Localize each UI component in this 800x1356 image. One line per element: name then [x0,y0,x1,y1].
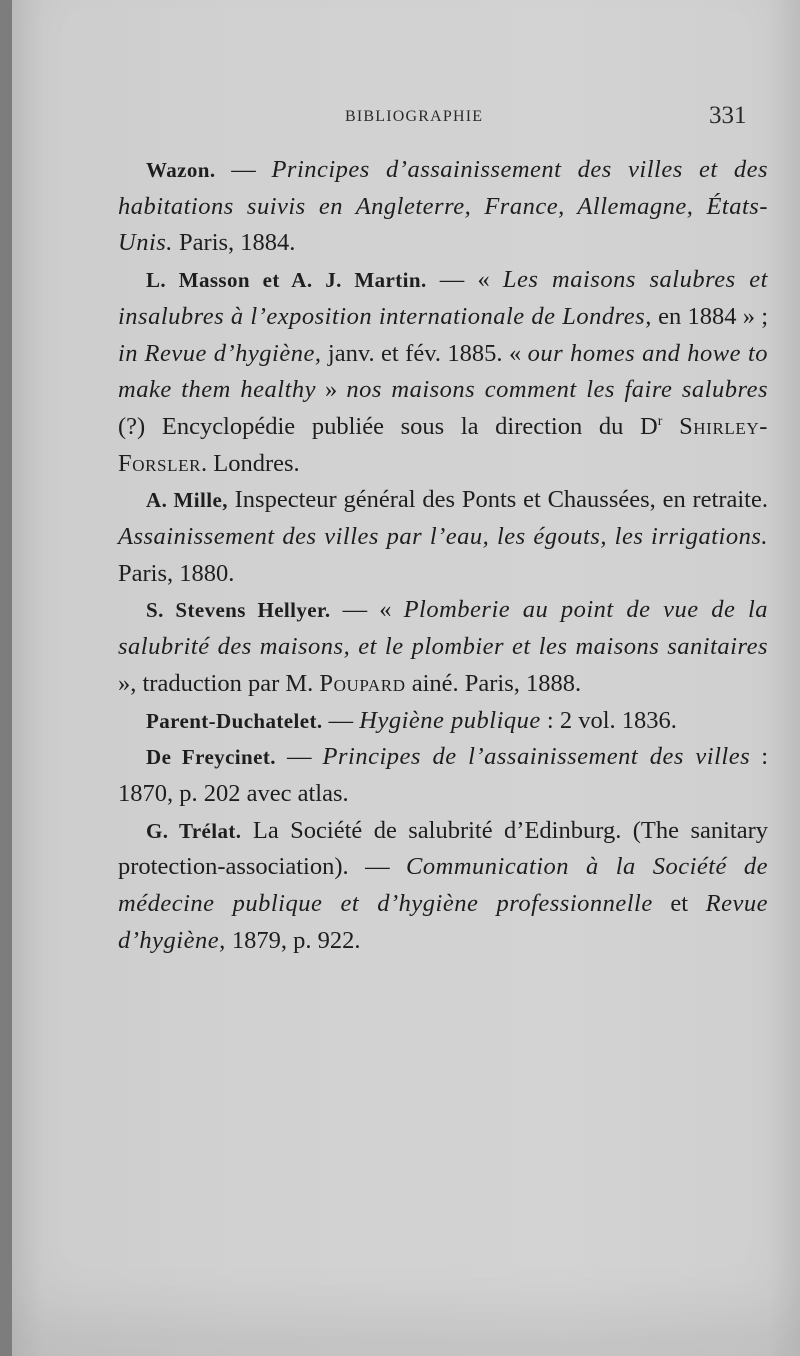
entry-text: en 1884 » ; [651,302,769,330]
entry-french-title: nos maisons comment les faire salubres [346,376,769,404]
bibliography-list [118,152,768,959]
entry-text: et [652,890,706,918]
entry-author: S. Stevens Hellyer. [146,598,331,623]
entry-separator: — « [426,266,503,294]
entry-english-title: our homes and howe to make them healthy [118,339,769,404]
entry-translator: Poupard [319,669,406,697]
bibliography-entry-hellyer [118,592,768,702]
entry-publication: : 1870, p. 202 avec atlas. [118,743,768,807]
entry-title: Communication à la Société de médecine publique et d’hygiène professionnelle [118,853,768,918]
quote-open: « [502,339,528,367]
entry-author: L. Masson et A. J. Martin. [146,268,427,293]
running-head [12,102,800,138]
entry-text: Inspecteur général des Ponts et Chaussées, en retraite. [227,486,768,514]
entry-publication: 1879, p. 922. [225,926,361,954]
entry-author: G. Trélat. [146,818,242,843]
entry-author: A. Mille, [146,488,228,513]
page-number: 331 [709,102,747,129]
book-page [12,0,800,1356]
bibliography-entry-masson-martin [118,262,768,482]
entry-editor: Shirley-Forsler [118,412,768,477]
entry-text: », traduction par M. [118,669,320,697]
bibliography-entry-parent-duchatelet [118,703,768,740]
entry-author: Parent-Duchatelet. [146,708,323,733]
entry-title: Plomberie au point de vue de la salubrité des maisons, et le plombier et les maisons sanitaires [118,596,769,661]
entry-date: janv. et fév. 1885. [321,339,503,367]
entry-journal: Revue d’hygiène, [118,890,768,954]
entry-title: Hygiène publique [359,706,541,734]
entry-author: Wazon. [146,158,216,182]
entry-publication: : 2 vol. 1836. [540,706,677,734]
entry-in-label: in [118,339,139,367]
entry-separator: — [275,743,323,771]
entry-title: Principes de l’assainissement des villes [322,743,751,771]
bibliography-entry-freycinet [118,739,768,812]
entry-separator: — [322,706,360,734]
entry-text: (?) Encyclopédie publiée sous la direction du D [118,412,658,440]
entry-journal: Revue d’hygiène, [144,339,322,367]
bibliography-entry-wazon [118,152,768,262]
entry-publication: Paris, 1884. [172,229,296,257]
entry-end: . Londres. [201,449,300,477]
entry-author: De Freycinet. [146,745,276,770]
running-title: BIBLIOGRAPHIE [345,108,484,125]
quote-close: » [316,376,347,404]
bibliography-entry-trelat [118,813,768,960]
bibliography-entry-mille [118,482,768,592]
entry-title: Les maisons salubres et insalubres à l’exposition internationale de Londres, [118,266,768,330]
superscript-r: r [657,413,663,429]
entry-text: La Société de salubrité d’Edinburg. (The sanitary protection-association). — [118,816,769,881]
entry-end: ainé. Paris, 1888. [405,669,582,697]
entry-separator: — [215,156,272,183]
entry-title: Principes d’assainissement des villes et des habitations suivis en Angleterre, France, Allemagne, États-Unis. [118,156,769,257]
entry-publication: Paris, 1880. [118,559,235,587]
entry-separator: — « [330,596,404,624]
entry-title: Assainissement des villes par l’eau, les égouts, les irrigations. [118,523,768,551]
